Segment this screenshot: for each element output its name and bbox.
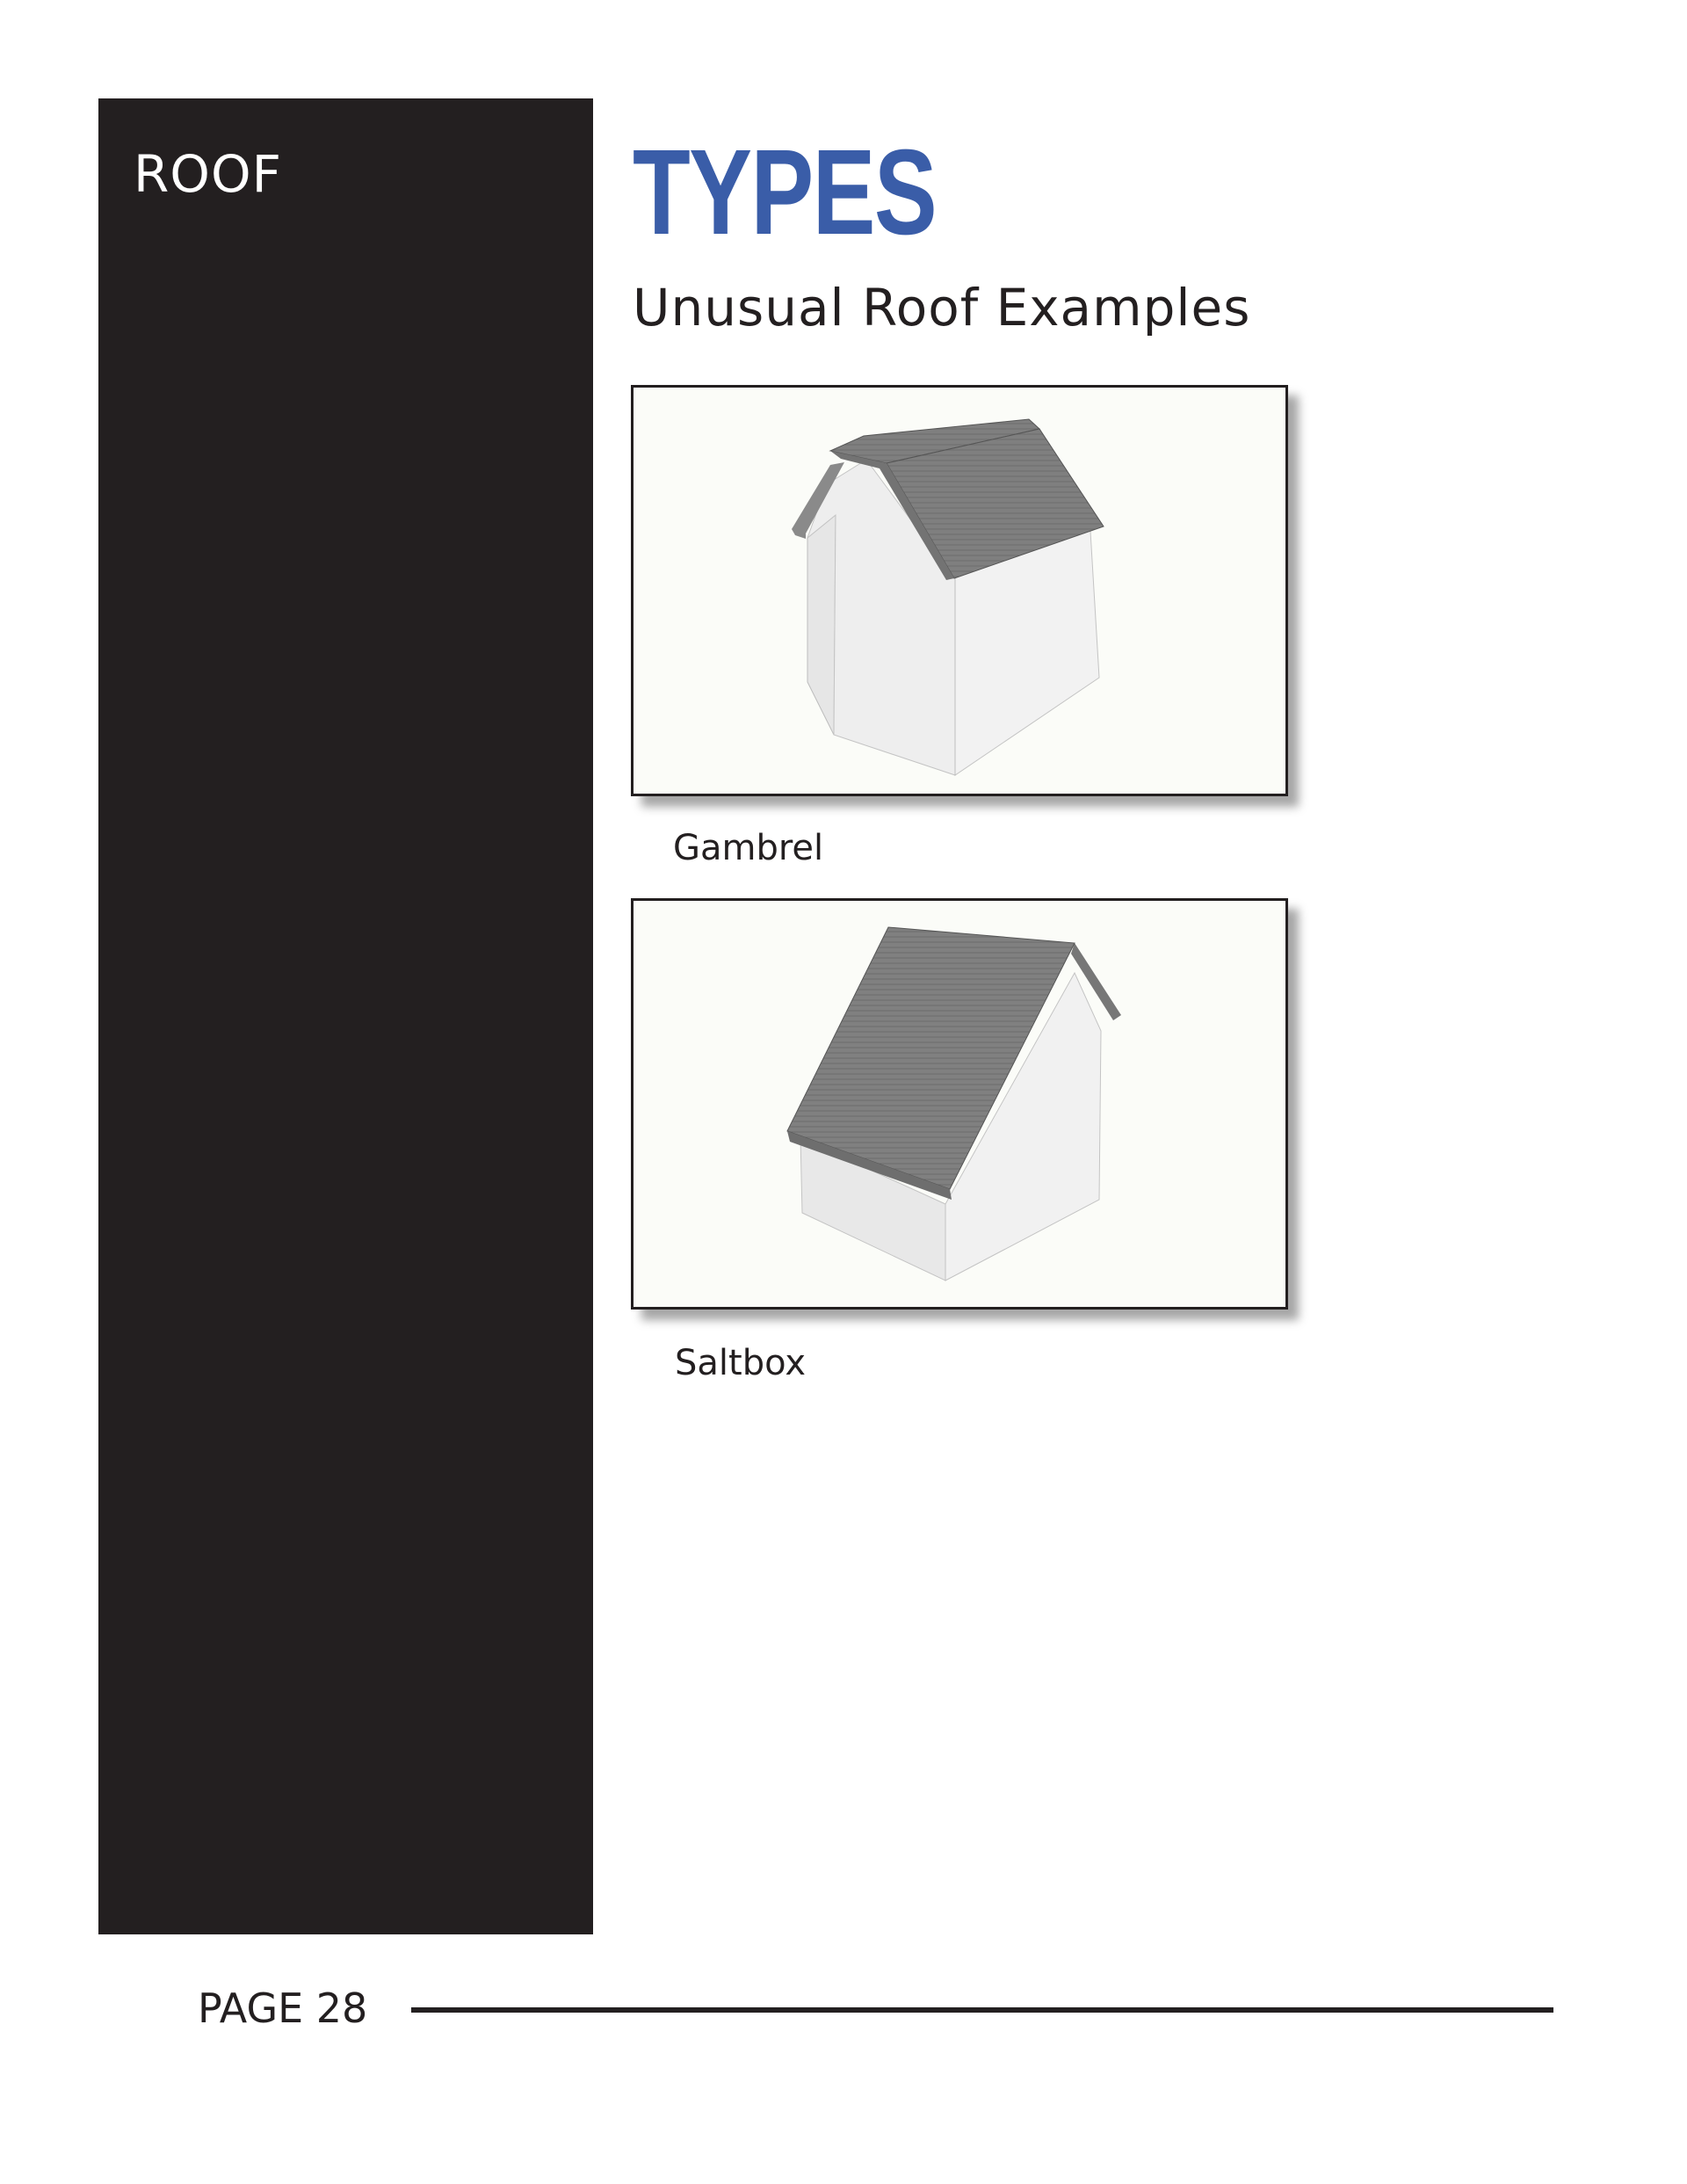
saltbox-house-illustration [634, 901, 1285, 1307]
section-label: ROOF [134, 144, 282, 204]
gambrel-caption: Gambrel [673, 828, 824, 868]
page-subtitle: Unusual Roof Examples [633, 278, 1251, 337]
gambrel-figure [631, 385, 1288, 796]
saltbox-figure [631, 898, 1288, 1310]
gambrel-house-illustration [634, 388, 1285, 794]
page-title: TYPES [633, 125, 937, 260]
page-number: PAGE 28 [198, 1984, 368, 2032]
footer-rule [411, 2007, 1553, 2013]
section-sidebar [98, 98, 593, 1934]
saltbox-caption: Saltbox [675, 1343, 807, 1383]
